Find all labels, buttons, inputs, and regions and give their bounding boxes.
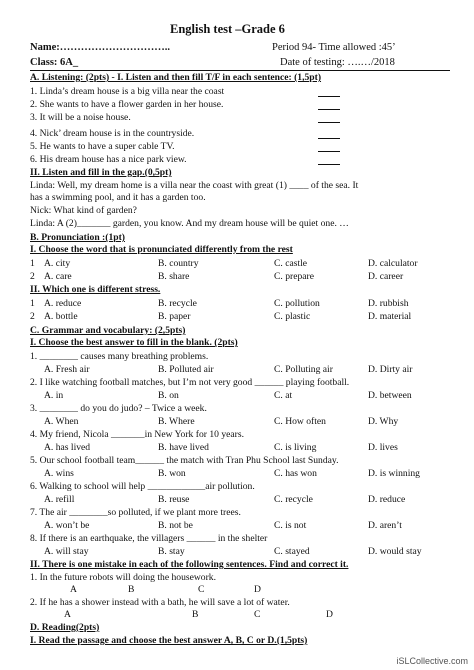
option-c: C. is living [274,442,317,453]
mc-question: 5. Our school football team______ the match with Tran Phu School last Sunday. [30,455,339,466]
option-c: C. has won [274,468,317,479]
header-divider [30,70,450,71]
option-b: B. Polluted air [158,364,214,375]
tf-item: 2. She wants to have a flower garden in her house. [30,99,224,110]
option-a: A. won’t be [44,520,90,531]
watermark: iSLCollective.com [396,656,468,666]
section-a-ii-heading: II. Listen and fill in the gap.(0,5pt) [30,167,172,178]
mc-question: 8. If there is an earthquake, the villagers ______ in the shelter [30,533,268,544]
option-c: C. at [274,390,293,401]
error-letter: B [128,584,135,595]
option-a: A. in [44,390,64,401]
option-c: C. How often [274,416,326,427]
error-letter: A [70,584,77,595]
option-d: D. material [368,311,412,322]
tf-item: 3. It will be a noise house. [30,112,131,123]
section-b-heading: B. Pronunciation :(1pt) [30,232,125,243]
tf-blank [318,138,340,139]
error-letter: B [192,609,199,620]
option-b: B. have lived [158,442,209,453]
option-d: D. Dirty air [368,364,413,375]
option-b: B. share [158,271,190,282]
gap-line: Linda: A (2)_______ garden, you know. And my dream house will be quiet one. … [30,218,349,229]
name-field: Name:………………………….. [30,42,170,53]
gap-line: Nick: What kind of garden? [30,205,137,216]
option-b: B. stay [158,546,185,557]
error-sentence: 2. If he has a shower instead with a bath, he will save a lot of water. [30,597,290,608]
option-d: D. Why [368,416,399,427]
error-letter: D [326,609,333,620]
option-b: B. on [158,390,179,401]
option-d: D. between [368,390,412,401]
gap-line: Linda: Well, my dream home is a villa near the coast with great (1) ____ of the sea. It [30,180,359,191]
option-a: A. care [44,271,72,282]
tf-blank [318,109,340,110]
option-a: A. reduce [44,298,82,309]
tf-item: 4. Nick’ dream house is in the countryside. [30,128,195,139]
mc-question: 3. ________ do you do judo? – Twice a week. [30,403,207,414]
error-letter: C [198,584,205,595]
option-b: B. not be [158,520,193,531]
error-letter: D [254,584,261,595]
tf-item: 6. His dream house has a nice park view. [30,154,187,165]
error-letter: A [64,609,71,620]
question-number: 1 [30,298,35,309]
option-d: D. calculator [368,258,418,269]
option-a: A. city [44,258,71,269]
option-c: C. pollution [274,298,320,309]
option-d: D. lives [368,442,398,453]
date-of-testing: Date of testing: ….…/2018 [280,57,395,68]
class-field: Class: 6A_ [30,57,79,68]
test-title: English test –Grade 6 [170,22,285,36]
tf-item: 5. He wants to have a super cable TV. [30,141,175,152]
tf-blank [318,164,340,165]
option-c: C. Polluting air [274,364,333,375]
mc-question: 1. ________ causes many breathing problems. [30,351,209,362]
tf-blank [318,96,340,97]
section-a-heading: A. Listening: (2pts) - I. Listen and then fill T/F in each sentence: (1,5pt) [30,72,322,83]
tf-blank [318,122,340,123]
option-a: A. Fresh air [44,364,90,375]
option-a: A. will stay [44,546,89,557]
option-c: C. plastic [274,311,311,322]
option-a: A. bottle [44,311,78,322]
section-c-heading: C. Grammar and vocabulary: (2,5pts) [30,325,186,336]
option-b: B. reuse [158,494,190,505]
option-a: A. has lived [44,442,91,453]
option-c: C. castle [274,258,308,269]
section-b-i-heading: I. Choose the word that is pronunciated differently from the rest [30,244,293,255]
mc-question: 7. The air ________so polluted, if we plant more trees. [30,507,241,518]
option-b: B. paper [158,311,191,322]
option-b: B. Where [158,416,195,427]
question-number: 2 [30,271,35,282]
option-c: C. is not [274,520,307,531]
option-d: D. career [368,271,404,282]
option-a: A. refill [44,494,75,505]
option-c: C. stayed [274,546,310,557]
option-b: B. won [158,468,186,479]
error-sentence: 1. In the future robots will doing the housework. [30,572,216,583]
question-number: 1 [30,258,35,269]
section-b-ii-heading: II. Which one is different stress. [30,284,161,295]
section-c-i-heading: I. Choose the best answer to fill in the blank. (2pts) [30,337,238,348]
option-b: B. country [158,258,199,269]
section-c-ii-heading: II. There is one mistake in each of the following sentences. Find and correct it. [30,559,349,570]
option-c: C. recycle [274,494,313,505]
section-d-i-heading: I. Read the passage and choose the best answer A, B, C or D.(1,5pts) [30,635,308,646]
option-d: D. reduce [368,494,406,505]
mc-question: 6. Walking to school will help ____________air pollution. [30,481,255,492]
option-c: C. prepare [274,271,314,282]
option-a: A. When [44,416,79,427]
error-letter: C [254,609,261,620]
option-d: D. aren’t [368,520,402,531]
section-d-heading: D. Reading(2pts) [30,622,100,633]
period-info: Period 94- Time allowed :45’ [272,42,396,53]
option-a: A. wins [44,468,74,479]
mc-question: 2. I like watching football matches, but I’m not very good ______ playing football. [30,377,350,388]
option-d: D. rubbish [368,298,409,309]
mc-question: 4. My friend, Nicola _______in New York for 10 years. [30,429,244,440]
tf-item: 1. Linda’s dream house is a big villa near the coast [30,86,225,97]
option-d: D. would stay [368,546,422,557]
question-number: 2 [30,311,35,322]
gap-line: has a swimming pool, and it has a garden too. [30,192,206,203]
option-b: B. recycle [158,298,197,309]
option-d: D. is winning [368,468,420,479]
tf-blank [318,151,340,152]
